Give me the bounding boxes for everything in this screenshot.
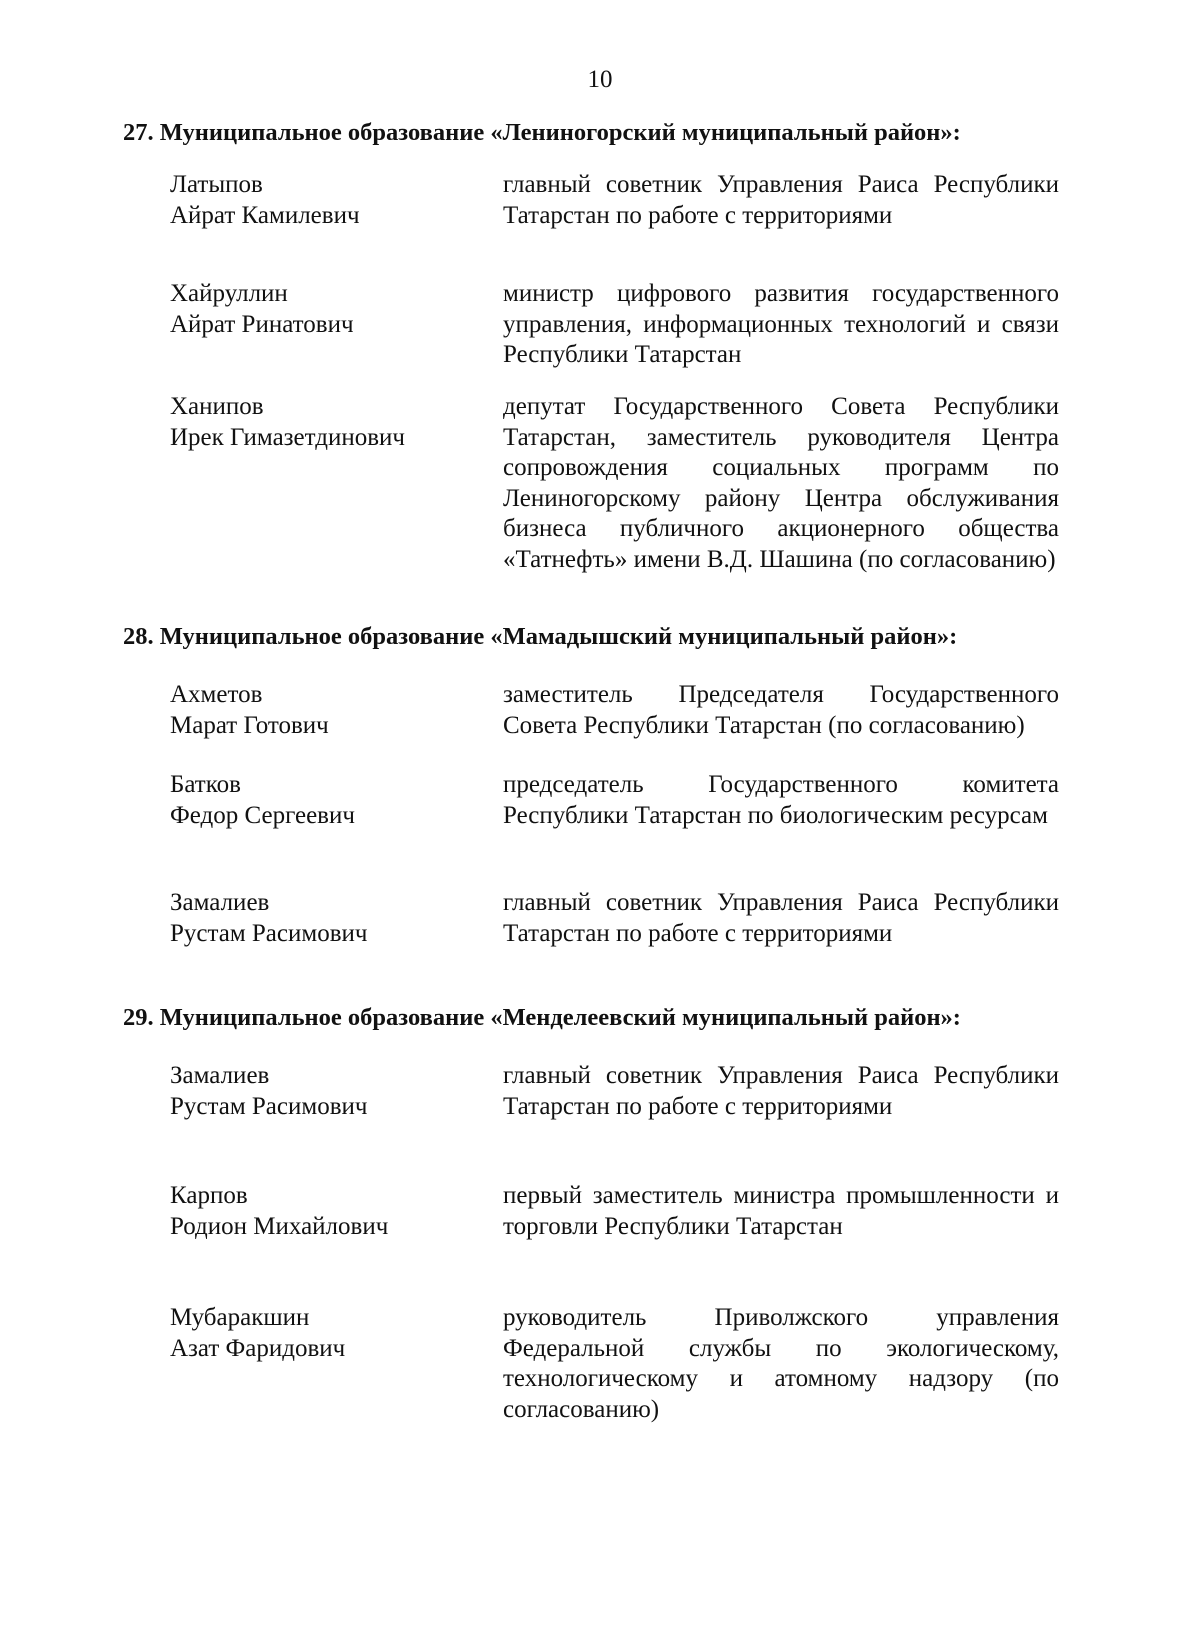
member-surname: Карпов [170, 1182, 248, 1209]
member-surname: Хайруллин [170, 280, 288, 307]
member-position: руководитель Приволжского управления Федеральной службы по экологическому, технологическому и атомному надзору (по согласованию) [503, 1304, 1059, 1423]
member-position: главный советник Управления Раиса Республики Татарстан по работе с территориями [503, 1062, 1059, 1120]
member-given-name: Марат Готович [170, 711, 329, 739]
section-29 [123, 1003, 1103, 1443]
section-title: 28. Муниципальное образование «Мамадышский муниципальный район»: [123, 623, 958, 650]
member-position: главный советник Управления Раиса Республики Татарстан по работе с территориями [503, 889, 1059, 947]
member-surname: Ханипов [170, 393, 264, 420]
member-given-name: Ирек Гимазетдинович [170, 423, 405, 451]
member-given-name: Родион Михайлович [170, 1212, 389, 1240]
member-name [170, 1181, 490, 1242]
member-name [170, 770, 490, 831]
member-name [170, 888, 490, 949]
member-name [170, 1303, 490, 1364]
member-name [170, 170, 490, 231]
member-given-name: Айрат Ринатович [170, 310, 354, 338]
member-given-name: Айрат Камилевич [170, 201, 360, 229]
member-name [170, 1061, 490, 1122]
member-position: главный советник Управления Раиса Республики Татарстан по работе с территориями [503, 171, 1059, 229]
member-name [170, 392, 490, 453]
member-surname: Замалиев [170, 1062, 270, 1089]
section-title: 27. Муниципальное образование «Лениногорский муниципальный район»: [123, 119, 961, 146]
member-given-name: Рустам Расимович [170, 919, 368, 947]
member-given-name: Азат Фаридович [170, 1334, 346, 1362]
member-surname: Замалиев [170, 889, 270, 916]
member-position: первый заместитель министра промышленности и торговли Республики Татарстан [503, 1182, 1059, 1240]
section-28 [123, 622, 1103, 1002]
member-surname: Мубаракшин [170, 1304, 310, 1331]
section-27 [123, 118, 1103, 598]
member-name [170, 680, 490, 741]
member-surname: Латыпов [170, 171, 263, 198]
page-number: 10 [587, 66, 613, 93]
member-given-name: Рустам Расимович [170, 1092, 368, 1120]
member-position: председатель Государственного комитета Республики Татарстан по биологическим ресурсам [503, 771, 1059, 829]
member-surname: Ахметов [170, 681, 263, 708]
member-position: министр цифрового развития государственного управления, информационных технологий и связи Республики Татарстан [503, 280, 1059, 368]
member-position: заместитель Председателя Государственного Совета Республики Татарстан (по согласованию) [503, 681, 1059, 739]
member-name [170, 279, 490, 340]
section-title: 29. Муниципальное образование «Менделеевский муниципальный район»: [123, 1004, 961, 1031]
member-given-name: Федор Сергеевич [170, 801, 355, 829]
member-surname: Батков [170, 771, 241, 798]
member-position: депутат Государственного Совета Республики Татарстан, заместитель руководителя Центра сопровождения социальных программ по Лениногорскому району Центра обслуживания бизнеса публичного акционерного общества «Татнефть» имени В.Д. Шашина (по согласованию) [503, 393, 1059, 573]
